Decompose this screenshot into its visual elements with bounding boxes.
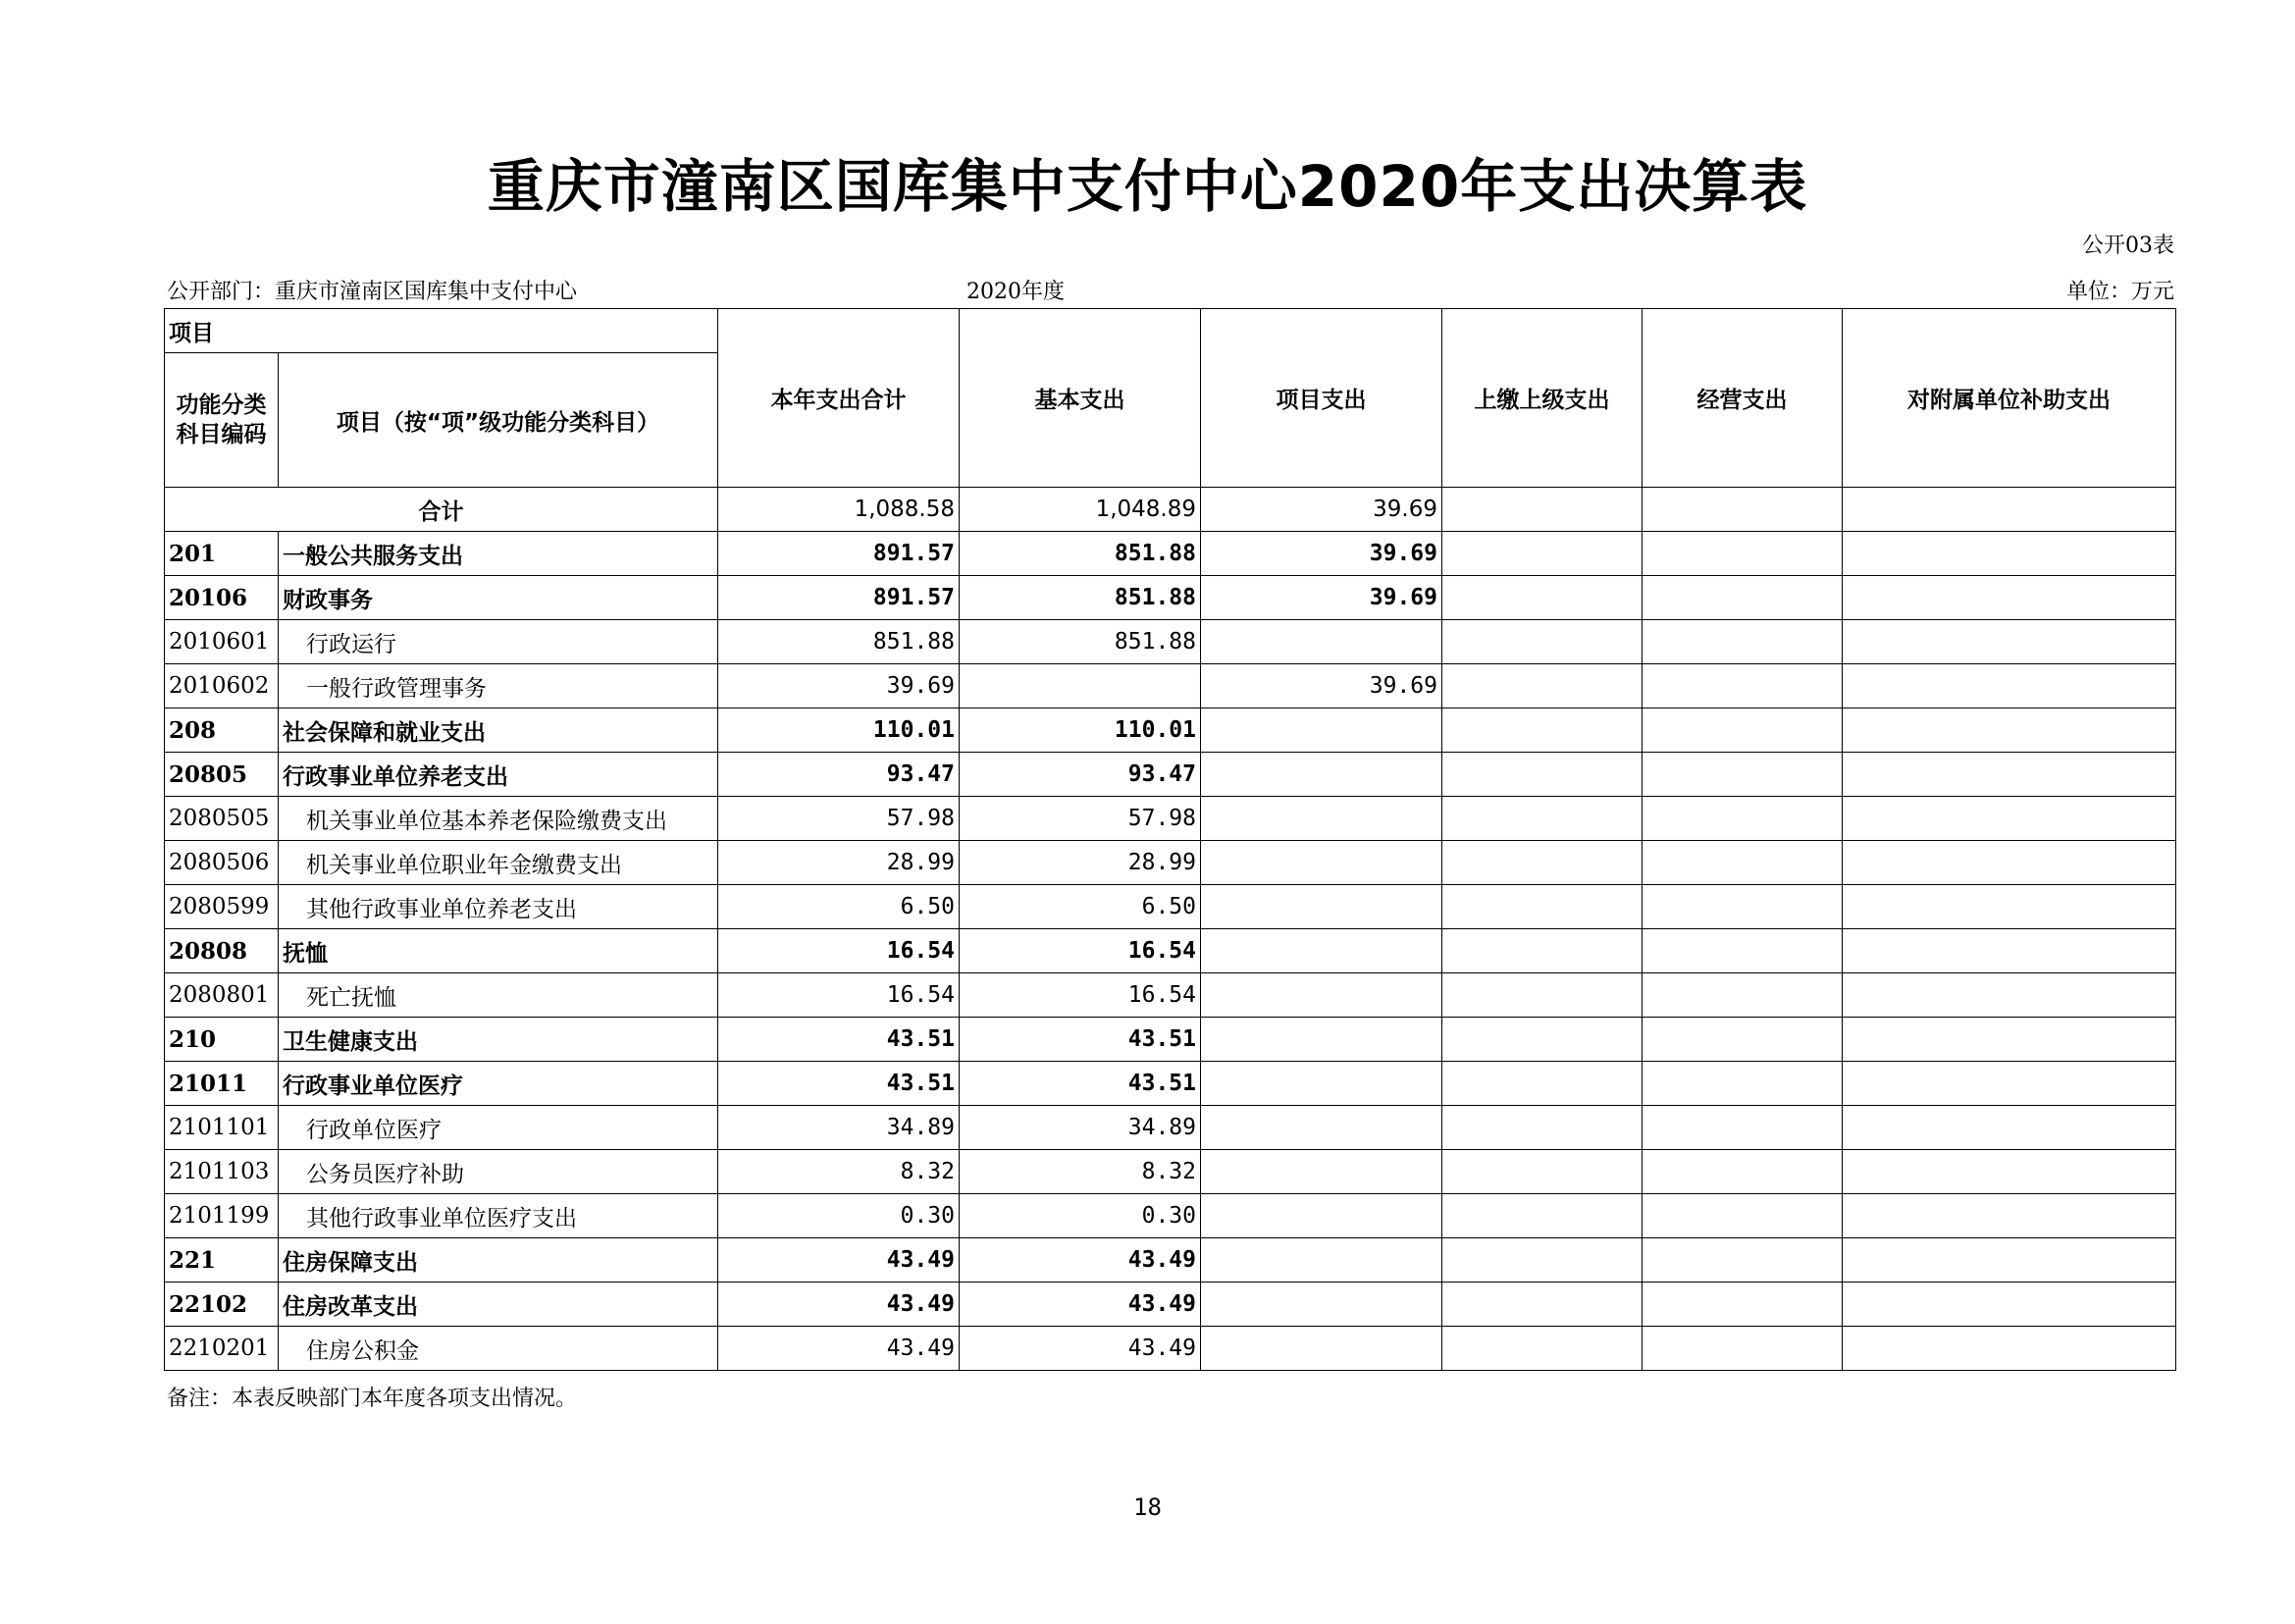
row-basic: 6.50 bbox=[960, 885, 1201, 929]
row-total: 110.01 bbox=[718, 708, 960, 753]
row-upper bbox=[1442, 1062, 1643, 1106]
table-row bbox=[165, 1106, 2176, 1150]
row-total: 43.49 bbox=[718, 1283, 960, 1327]
row-name: 住房公积金 bbox=[279, 1327, 718, 1371]
row-subsidy bbox=[1843, 753, 2176, 797]
row-code: 20106 bbox=[165, 576, 279, 620]
header-project: 项目 bbox=[165, 309, 718, 353]
expenditure-table bbox=[164, 308, 2176, 1371]
row-basic: 43.51 bbox=[960, 1018, 1201, 1062]
row-business bbox=[1643, 708, 1843, 753]
row-subsidy bbox=[1843, 1062, 2176, 1106]
row-name: 财政事务 bbox=[279, 576, 718, 620]
row-business bbox=[1643, 1150, 1843, 1194]
row-project bbox=[1201, 1018, 1442, 1062]
table-row bbox=[165, 1283, 2176, 1327]
header-subsidy: 对附属单位补助支出 bbox=[1843, 309, 2176, 488]
row-total: 43.51 bbox=[718, 1018, 960, 1062]
row-project bbox=[1201, 797, 1442, 841]
table-row bbox=[165, 929, 2176, 973]
row-total: 16.54 bbox=[718, 973, 960, 1018]
row-upper bbox=[1442, 929, 1643, 973]
row-upper bbox=[1442, 1327, 1643, 1371]
table-row bbox=[165, 1194, 2176, 1238]
row-total: 851.88 bbox=[718, 620, 960, 664]
row-business bbox=[1643, 576, 1843, 620]
row-project bbox=[1201, 1106, 1442, 1150]
row-total: 43.49 bbox=[718, 1238, 960, 1283]
row-name: 住房改革支出 bbox=[279, 1283, 718, 1327]
row-name: 卫生健康支出 bbox=[279, 1018, 718, 1062]
row-upper bbox=[1442, 841, 1643, 885]
table-row bbox=[165, 620, 2176, 664]
row-total: 8.32 bbox=[718, 1150, 960, 1194]
table-code: 公开03表 bbox=[2082, 234, 2174, 258]
row-business bbox=[1643, 1062, 1843, 1106]
row-subsidy bbox=[1843, 1150, 2176, 1194]
row-subsidy bbox=[1843, 1194, 2176, 1238]
row-subsidy bbox=[1843, 576, 2176, 620]
row-basic: 851.88 bbox=[960, 576, 1201, 620]
row-total: 891.57 bbox=[718, 576, 960, 620]
table-row bbox=[165, 797, 2176, 841]
header-project-expense: 项目支出 bbox=[1201, 309, 1442, 488]
row-basic: 851.88 bbox=[960, 532, 1201, 576]
row-total: 93.47 bbox=[718, 753, 960, 797]
row-business bbox=[1643, 532, 1843, 576]
row-basic: 28.99 bbox=[960, 841, 1201, 885]
table-row bbox=[165, 532, 2176, 576]
header-upper: 上缴上级支出 bbox=[1442, 309, 1643, 488]
row-code: 2101101 bbox=[165, 1106, 279, 1150]
row-code: 2210201 bbox=[165, 1327, 279, 1371]
row-upper bbox=[1442, 1106, 1643, 1150]
row-basic: 8.32 bbox=[960, 1150, 1201, 1194]
row-name: 其他行政事业单位养老支出 bbox=[279, 885, 718, 929]
header-business: 经营支出 bbox=[1643, 309, 1843, 488]
row-project bbox=[1201, 708, 1442, 753]
header-name: 项目（按“项”级功能分类科目） bbox=[279, 353, 718, 488]
row-subsidy bbox=[1843, 664, 2176, 708]
row-upper bbox=[1442, 576, 1643, 620]
row-name: 行政单位医疗 bbox=[279, 1106, 718, 1150]
row-code: 2080801 bbox=[165, 973, 279, 1018]
table-row bbox=[165, 1238, 2176, 1283]
row-basic: 93.47 bbox=[960, 753, 1201, 797]
row-business bbox=[1643, 929, 1843, 973]
row-subsidy bbox=[1843, 797, 2176, 841]
row-project bbox=[1201, 1194, 1442, 1238]
row-business bbox=[1643, 1106, 1843, 1150]
row-upper bbox=[1442, 532, 1643, 576]
table-row bbox=[165, 1150, 2176, 1194]
table-row bbox=[165, 885, 2176, 929]
row-subsidy bbox=[1843, 1018, 2176, 1062]
sum-total: 1,088.58 bbox=[718, 488, 960, 532]
page-title: 重庆市潼南区国库集中支付中心2020年支出决算表 bbox=[487, 153, 1808, 220]
row-project bbox=[1201, 753, 1442, 797]
row-total: 16.54 bbox=[718, 929, 960, 973]
row-name: 死亡抚恤 bbox=[279, 973, 718, 1018]
table-row bbox=[165, 1018, 2176, 1062]
row-name: 住房保障支出 bbox=[279, 1238, 718, 1283]
row-business bbox=[1643, 973, 1843, 1018]
table-row bbox=[165, 576, 2176, 620]
row-basic bbox=[960, 664, 1201, 708]
row-total: 57.98 bbox=[718, 797, 960, 841]
row-name: 一般公共服务支出 bbox=[279, 532, 718, 576]
row-code: 210 bbox=[165, 1018, 279, 1062]
row-business bbox=[1643, 1283, 1843, 1327]
row-basic: 110.01 bbox=[960, 708, 1201, 753]
row-name: 社会保障和就业支出 bbox=[279, 708, 718, 753]
header-basic: 基本支出 bbox=[960, 309, 1201, 488]
row-project bbox=[1201, 841, 1442, 885]
row-total: 43.49 bbox=[718, 1327, 960, 1371]
unit-label: 单位：万元 bbox=[2065, 280, 2174, 304]
row-total: 39.69 bbox=[718, 664, 960, 708]
row-subsidy bbox=[1843, 885, 2176, 929]
row-name: 公务员医疗补助 bbox=[279, 1150, 718, 1194]
row-total: 34.89 bbox=[718, 1106, 960, 1150]
row-business bbox=[1643, 885, 1843, 929]
row-project bbox=[1201, 929, 1442, 973]
row-project bbox=[1201, 1327, 1442, 1371]
row-total: 891.57 bbox=[718, 532, 960, 576]
row-upper bbox=[1442, 973, 1643, 1018]
table-row bbox=[165, 973, 2176, 1018]
row-subsidy bbox=[1843, 929, 2176, 973]
row-name: 机关事业单位职业年金缴费支出 bbox=[279, 841, 718, 885]
row-subsidy bbox=[1843, 1283, 2176, 1327]
table-row bbox=[165, 753, 2176, 797]
table-row bbox=[165, 1062, 2176, 1106]
sum-project: 39.69 bbox=[1201, 488, 1442, 532]
row-project bbox=[1201, 1150, 1442, 1194]
sum-business bbox=[1643, 488, 1843, 532]
row-upper bbox=[1442, 1018, 1643, 1062]
row-subsidy bbox=[1843, 973, 2176, 1018]
row-basic: 16.54 bbox=[960, 929, 1201, 973]
row-project: 39.69 bbox=[1201, 532, 1442, 576]
row-code: 2080599 bbox=[165, 885, 279, 929]
row-project bbox=[1201, 1062, 1442, 1106]
row-business bbox=[1643, 1018, 1843, 1062]
row-basic: 57.98 bbox=[960, 797, 1201, 841]
row-upper bbox=[1442, 1194, 1643, 1238]
row-code: 2080505 bbox=[165, 797, 279, 841]
row-business bbox=[1643, 664, 1843, 708]
row-name: 行政事业单位养老支出 bbox=[279, 753, 718, 797]
sum-upper bbox=[1442, 488, 1643, 532]
row-upper bbox=[1442, 1150, 1643, 1194]
row-project bbox=[1201, 885, 1442, 929]
row-subsidy bbox=[1843, 1327, 2176, 1371]
row-code: 221 bbox=[165, 1238, 279, 1283]
row-name: 机关事业单位基本养老保险缴费支出 bbox=[279, 797, 718, 841]
row-project: 39.69 bbox=[1201, 664, 1442, 708]
sum-label: 合计 bbox=[165, 488, 718, 532]
row-business bbox=[1643, 1238, 1843, 1283]
row-basic: 34.89 bbox=[960, 1106, 1201, 1150]
table-row bbox=[165, 841, 2176, 885]
row-code: 21011 bbox=[165, 1062, 279, 1106]
department-label: 公开部门：重庆市潼南区国库集中支付中心 bbox=[167, 280, 578, 304]
row-subsidy bbox=[1843, 620, 2176, 664]
fiscal-year: 2020年度 bbox=[966, 280, 1065, 304]
row-project bbox=[1201, 1238, 1442, 1283]
row-code: 20805 bbox=[165, 753, 279, 797]
table-row bbox=[165, 664, 2176, 708]
row-business bbox=[1643, 841, 1843, 885]
row-project bbox=[1201, 1283, 1442, 1327]
row-basic: 851.88 bbox=[960, 620, 1201, 664]
row-upper bbox=[1442, 1283, 1643, 1327]
sum-row bbox=[165, 488, 2176, 532]
row-name: 抚恤 bbox=[279, 929, 718, 973]
row-basic: 43.49 bbox=[960, 1283, 1201, 1327]
row-project: 39.69 bbox=[1201, 576, 1442, 620]
row-code: 2010602 bbox=[165, 664, 279, 708]
row-basic: 0.30 bbox=[960, 1194, 1201, 1238]
header-total: 本年支出合计 bbox=[718, 309, 960, 488]
row-subsidy bbox=[1843, 841, 2176, 885]
row-business bbox=[1643, 797, 1843, 841]
footnote: 备注：本表反映部门本年度各项支出情况。 bbox=[167, 1387, 578, 1411]
row-total: 43.51 bbox=[718, 1062, 960, 1106]
row-code: 208 bbox=[165, 708, 279, 753]
row-total: 6.50 bbox=[718, 885, 960, 929]
row-project bbox=[1201, 973, 1442, 1018]
row-code: 20808 bbox=[165, 929, 279, 973]
table-row bbox=[165, 1327, 2176, 1371]
row-name: 其他行政事业单位医疗支出 bbox=[279, 1194, 718, 1238]
row-upper bbox=[1442, 797, 1643, 841]
row-code: 22102 bbox=[165, 1283, 279, 1327]
table-row bbox=[165, 708, 2176, 753]
page-number: 18 bbox=[1133, 1493, 1162, 1521]
row-basic: 16.54 bbox=[960, 973, 1201, 1018]
row-upper bbox=[1442, 885, 1643, 929]
row-code: 201 bbox=[165, 532, 279, 576]
row-subsidy bbox=[1843, 708, 2176, 753]
row-upper bbox=[1442, 753, 1643, 797]
sum-basic: 1,048.89 bbox=[960, 488, 1201, 532]
row-code: 2101103 bbox=[165, 1150, 279, 1194]
row-name: 行政运行 bbox=[279, 620, 718, 664]
row-business bbox=[1643, 753, 1843, 797]
row-upper bbox=[1442, 620, 1643, 664]
row-project bbox=[1201, 620, 1442, 664]
header-row-1 bbox=[165, 309, 2176, 353]
row-subsidy bbox=[1843, 532, 2176, 576]
row-basic: 43.49 bbox=[960, 1238, 1201, 1283]
row-subsidy bbox=[1843, 1106, 2176, 1150]
row-business bbox=[1643, 1194, 1843, 1238]
row-code: 2010601 bbox=[165, 620, 279, 664]
row-subsidy bbox=[1843, 1238, 2176, 1283]
row-business bbox=[1643, 620, 1843, 664]
header-code: 功能分类科目编码 bbox=[165, 353, 279, 488]
row-code: 2101199 bbox=[165, 1194, 279, 1238]
row-business bbox=[1643, 1327, 1843, 1371]
row-name: 一般行政管理事务 bbox=[279, 664, 718, 708]
row-code: 2080506 bbox=[165, 841, 279, 885]
row-name: 行政事业单位医疗 bbox=[279, 1062, 718, 1106]
row-upper bbox=[1442, 1238, 1643, 1283]
row-total: 28.99 bbox=[718, 841, 960, 885]
sum-subsidy bbox=[1843, 488, 2176, 532]
row-basic: 43.49 bbox=[960, 1327, 1201, 1371]
row-upper bbox=[1442, 708, 1643, 753]
row-upper bbox=[1442, 664, 1643, 708]
row-total: 0.30 bbox=[718, 1194, 960, 1238]
row-basic: 43.51 bbox=[960, 1062, 1201, 1106]
